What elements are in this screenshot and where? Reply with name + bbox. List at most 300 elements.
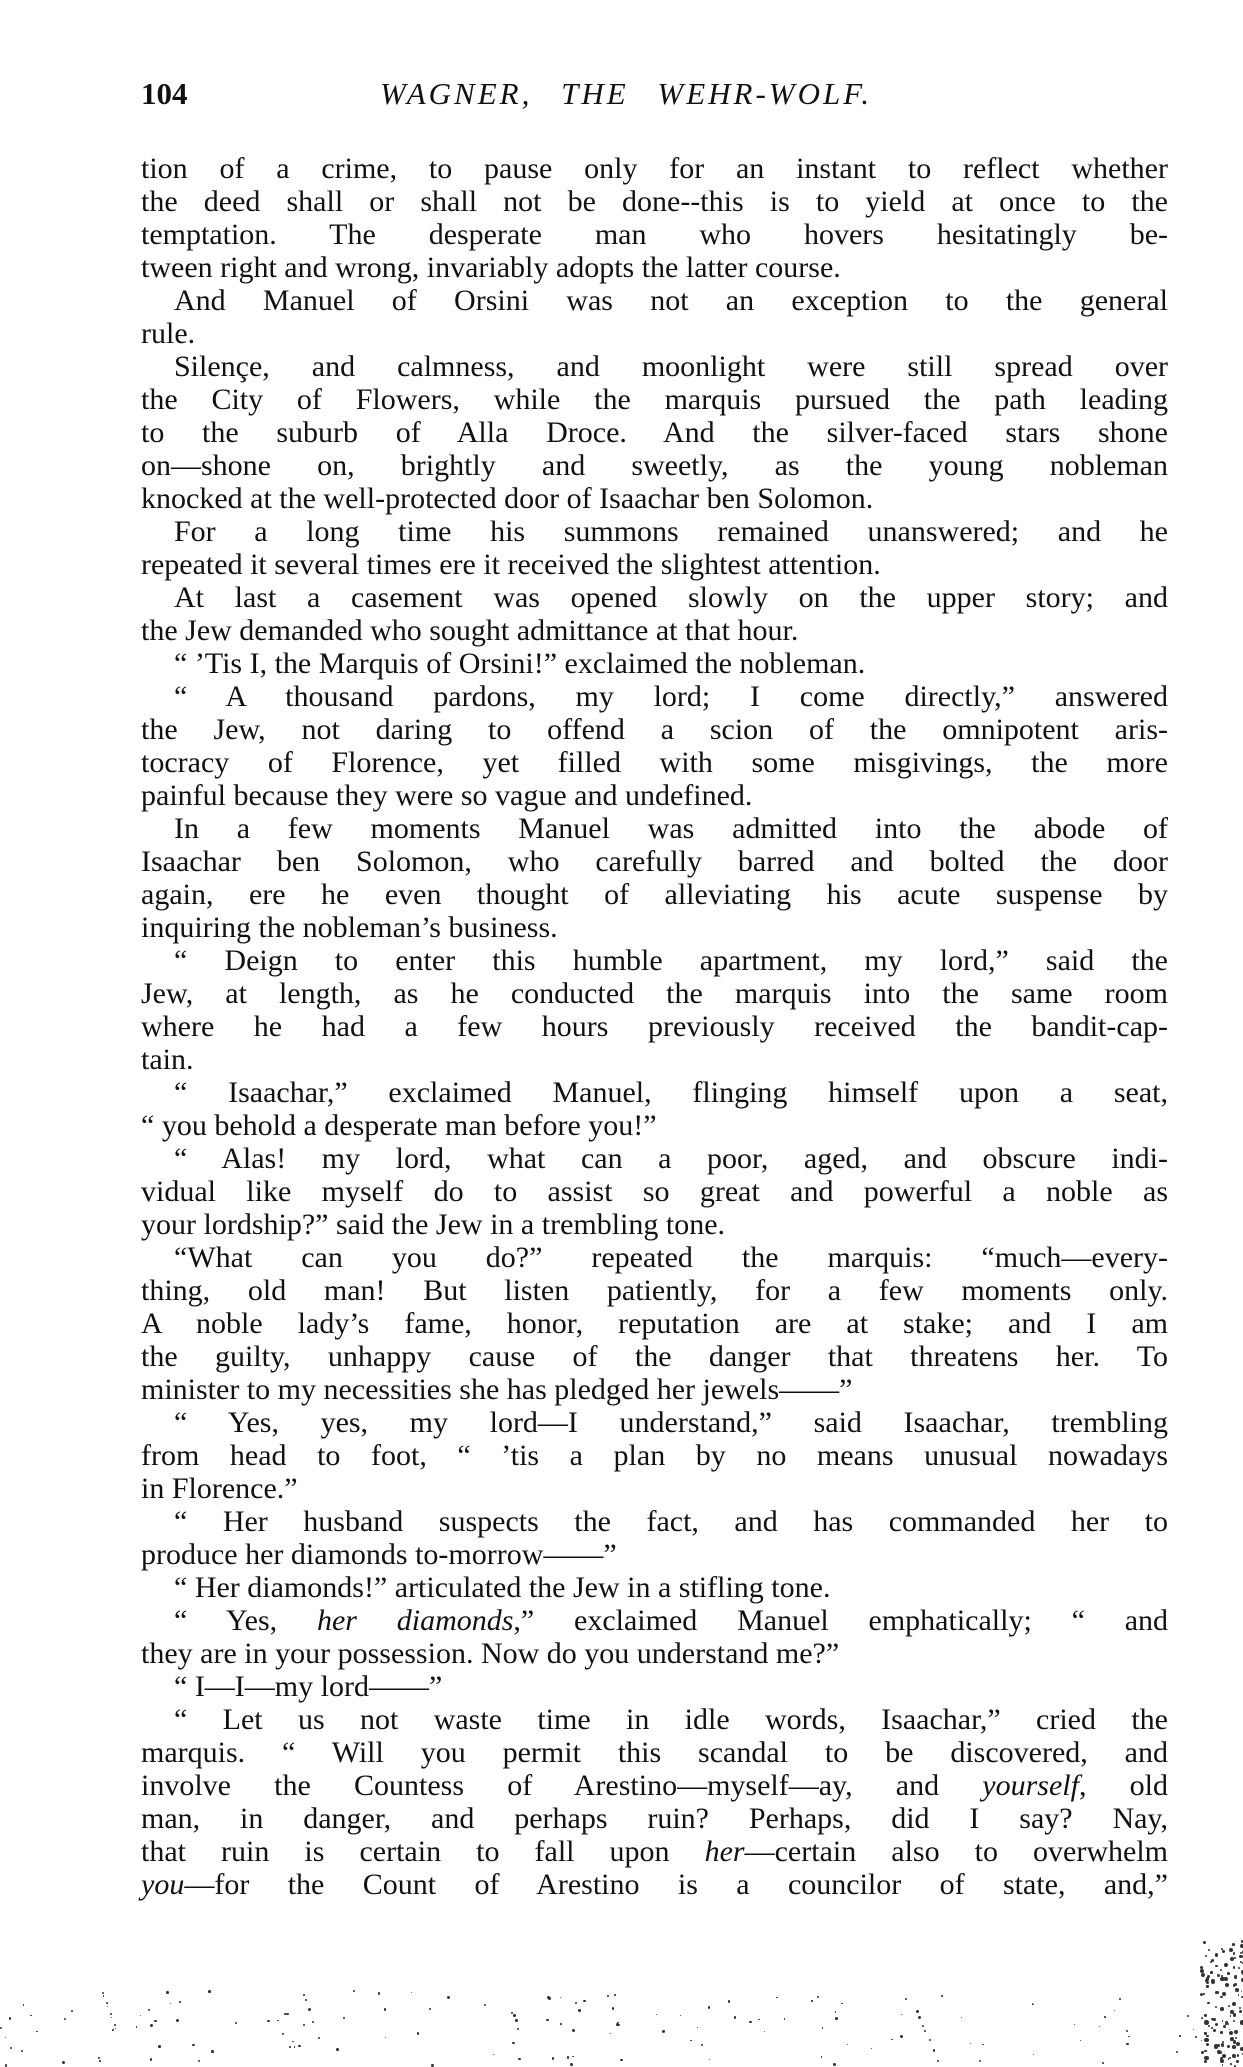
speck — [1239, 2010, 1242, 2013]
speck — [607, 1995, 609, 1997]
text-segment: man, in danger, and perhaps ruin? Perhaps, did I say? Nay, — [141, 1802, 1168, 1835]
speck — [71, 2010, 73, 2012]
speck — [1206, 2035, 1209, 2038]
text-line — [141, 1307, 1168, 1340]
text-segment: repeated it several times ere it received the slightest attention. — [141, 548, 881, 581]
speck — [1238, 1994, 1240, 1996]
speck — [922, 2025, 924, 2027]
running-header — [141, 72, 1168, 116]
speck — [1208, 2025, 1210, 2027]
speck — [64, 2018, 66, 2020]
speck — [933, 2049, 935, 2051]
text-line — [141, 185, 1168, 218]
speck — [1201, 2017, 1203, 2019]
speck — [303, 2024, 305, 2026]
italic-text: yourself — [982, 1769, 1079, 1802]
text-segment: tween right and wrong, invariably adopts the latter course. — [141, 251, 841, 284]
text-segment: tion of a crime, to pause only for an instant to reflect whether — [141, 152, 1168, 185]
speck — [1126, 2043, 1129, 2046]
speck — [610, 2033, 611, 2034]
speck — [941, 1995, 943, 1997]
speck — [1238, 1967, 1240, 1969]
speck — [1229, 1948, 1233, 1952]
speck — [1233, 1984, 1235, 1986]
speck — [1234, 2030, 1238, 2034]
paragraph-first-line — [141, 515, 1168, 548]
speck — [114, 2024, 116, 2026]
speck — [312, 2021, 314, 2023]
speck — [1230, 2063, 1232, 2065]
text-segment: temptation. The desperate man who hovers hesitatingly be- — [141, 218, 1168, 251]
paragraph-first-line — [141, 581, 1168, 614]
speck — [512, 2042, 514, 2044]
speck — [136, 2026, 138, 2028]
speck — [1126, 2030, 1128, 2032]
paragraph-first-line — [141, 1076, 1168, 1109]
speck — [170, 2003, 171, 2004]
speck — [1224, 1963, 1228, 1967]
speck — [1222, 2020, 1224, 2022]
paragraph-first-line — [141, 1142, 1168, 1175]
text-segment: —for the Count of Arestino is a councilor of state, and,” — [184, 1868, 1168, 1901]
text-segment: “ Her husband suspects the fact, and has commanded her to — [174, 1505, 1168, 1538]
speck — [115, 2028, 116, 2029]
speck — [1215, 2006, 1217, 2008]
speck — [493, 2054, 494, 2055]
speck — [158, 2045, 161, 2048]
text-segment: involve the Countess of Arestino—myself—ay, and — [141, 1769, 982, 1802]
speck — [150, 2058, 152, 2060]
speck — [1237, 2054, 1240, 2057]
speck — [1033, 2054, 1034, 2055]
text-line — [141, 746, 1168, 779]
text-line — [141, 1802, 1168, 1835]
paragraph-first-line — [141, 647, 1168, 680]
speck — [776, 1997, 778, 1999]
text-segment: “What can you do?” repeated the marquis: “much—every- — [174, 1241, 1168, 1274]
text-segment: the guilty, unhappy cause of the danger that threatens her. To — [141, 1340, 1168, 1373]
text-segment: “ A thousand pardons, my lord; I come directly,” answered — [174, 680, 1168, 713]
speck — [1204, 2050, 1206, 2052]
speck — [303, 1994, 305, 1996]
speck — [572, 2056, 573, 2057]
text-line — [141, 251, 1168, 284]
speck — [1195, 2036, 1197, 2038]
speck — [1080, 2040, 1081, 2041]
paragraph-first-line — [141, 350, 1168, 383]
speck — [1239, 2007, 1241, 2009]
speck — [1204, 2020, 1208, 2024]
speck — [1233, 2020, 1235, 2022]
speck — [518, 2058, 520, 2060]
text-segment: At last a casement was opened slowly on the upper story; and — [174, 581, 1168, 614]
text-line — [141, 1637, 1168, 1670]
text-segment: , old — [1079, 1769, 1168, 1802]
speck — [690, 2040, 692, 2042]
speck — [1193, 2029, 1194, 2030]
text-line — [141, 317, 1168, 350]
speck — [891, 2039, 893, 2041]
speck — [36, 2031, 38, 2033]
speck — [1102, 2062, 1104, 2064]
speck — [308, 2008, 311, 2011]
speck — [871, 2048, 872, 2049]
speck — [343, 2017, 345, 2019]
speck — [30, 2015, 32, 2017]
speck — [98, 2057, 100, 2059]
speck — [578, 2009, 581, 2012]
speck — [179, 2001, 181, 2003]
speck — [1220, 2007, 1224, 2011]
speck — [583, 2000, 586, 2003]
speck — [62, 2061, 65, 2064]
text-line — [141, 1043, 1168, 1076]
speck — [1128, 2036, 1130, 2038]
text-line — [141, 1208, 1168, 1241]
speck — [429, 2008, 432, 2011]
speck — [1223, 2025, 1226, 2028]
speck — [1179, 2035, 1180, 2036]
speck — [1235, 2037, 1237, 2039]
text-line — [141, 482, 1168, 515]
speck — [513, 2014, 516, 2017]
speck — [211, 2050, 213, 2052]
text-segment: “ Yes, — [174, 1604, 317, 1637]
speck — [353, 1990, 355, 1992]
speck — [924, 2030, 926, 2032]
speck — [900, 2035, 903, 2038]
speck — [1204, 2014, 1206, 2016]
speck — [835, 2011, 836, 2012]
speck — [103, 1995, 104, 1996]
speck — [982, 2044, 984, 2046]
page-number: 104 — [141, 72, 188, 116]
speck — [656, 2014, 657, 2015]
text-line — [141, 1175, 1168, 1208]
speck — [1210, 1971, 1213, 1974]
text-line — [141, 1109, 1168, 1142]
speck — [1187, 2015, 1189, 2017]
text-segment: that ruin is certain to fall upon — [141, 1835, 705, 1868]
text-segment: from head to foot, “ ’tis a plan by no means unusual nowadays — [141, 1439, 1168, 1472]
text-segment: the City of Flowers, while the marquis pursued the path leading — [141, 383, 1168, 416]
speck — [1232, 2045, 1236, 2049]
text-segment: For a long time his summons remained unanswered; and he — [174, 515, 1168, 548]
speck — [0, 2027, 2, 2029]
text-line — [141, 1835, 1168, 1868]
speck — [166, 1991, 169, 1994]
text-segment: “ Isaachar,” exclaimed Manuel, flinging himself upon a seat, — [174, 1076, 1168, 1109]
speck — [1204, 2056, 1208, 2060]
text-line — [141, 1340, 1168, 1373]
speck — [546, 2019, 548, 2021]
speck — [1218, 2051, 1221, 2054]
speck — [1221, 1975, 1223, 1977]
speck — [811, 2000, 812, 2001]
speck — [1221, 2043, 1224, 2046]
text-segment: on—shone on, brightly and sweetly, as the young nobleman — [141, 449, 1168, 482]
speck — [1227, 2023, 1229, 2025]
speck — [1220, 1996, 1223, 1999]
speck — [916, 2010, 919, 2013]
text-segment: the deed shall or shall not be done--this is to yield at once to the — [141, 185, 1168, 218]
text-line — [141, 1472, 1168, 1505]
speck — [1217, 2044, 1220, 2047]
text-line — [141, 1868, 1168, 1901]
text-line — [141, 1373, 1168, 1406]
speck — [292, 2041, 293, 2042]
speck — [1230, 1957, 1234, 1961]
speck — [1205, 1955, 1207, 1957]
speck — [728, 2000, 731, 2003]
text-line — [141, 779, 1168, 812]
speck — [1222, 1950, 1225, 1953]
speck — [1211, 1959, 1214, 1962]
speck — [749, 2021, 752, 2024]
speck — [417, 2032, 419, 2034]
speck — [1215, 1965, 1217, 1967]
speck — [1235, 1988, 1239, 1992]
speck — [1203, 1993, 1205, 1995]
speck — [484, 2004, 486, 2006]
speck — [1233, 1966, 1236, 1969]
speck — [1234, 1957, 1236, 1959]
speck — [560, 2023, 562, 2025]
speck — [709, 2059, 710, 2060]
speck — [1215, 1953, 1219, 1957]
text-segment: produce her diamonds to-morrow——” — [141, 1538, 617, 1571]
speck — [1239, 1955, 1243, 1959]
text-segment: to the suburb of Alla Droce. And the silver-faced stars shone — [141, 416, 1168, 449]
text-segment: marquis. “ Will you permit this scandal to be discovered, and — [141, 1736, 1168, 1769]
speck — [764, 2031, 765, 2032]
speck — [286, 2013, 289, 2016]
speck — [1220, 1977, 1224, 1981]
speck — [1222, 1992, 1226, 1996]
speck — [833, 2063, 836, 2066]
text-segment: “ I—I—my lord——” — [174, 1670, 442, 1703]
speck — [277, 2020, 278, 2021]
speck — [1032, 2004, 1034, 2006]
speck — [1104, 2016, 1106, 2018]
speck — [107, 2006, 108, 2007]
speck — [1207, 2002, 1210, 2005]
speck — [697, 2027, 698, 2028]
text-line — [141, 1010, 1168, 1043]
text-line — [141, 152, 1168, 185]
text-segment: “ Yes, yes, my lord—I understand,” said Isaachar, trembling — [174, 1406, 1168, 1439]
text-line — [141, 416, 1168, 449]
speck — [560, 1997, 561, 1998]
text-segment: “ Deign to enter this humble apartment, my lord,” said the — [174, 944, 1168, 977]
speck — [817, 1996, 819, 1998]
text-segment: the Jew, not daring to offend a scion of the omnipotent aris- — [141, 713, 1168, 746]
speck — [411, 1992, 412, 1993]
speck — [1206, 1977, 1209, 1980]
speck — [154, 2020, 157, 2023]
speck — [1236, 2042, 1240, 2046]
page-body-text — [141, 152, 1168, 1901]
text-segment: And Manuel of Orsini was not an exception to the general — [174, 284, 1168, 317]
text-line — [141, 1736, 1168, 1769]
text-segment: ,” exclaimed Manuel emphatically; “ and — [513, 1604, 1168, 1637]
speck — [1232, 2002, 1236, 2006]
speck — [198, 2060, 200, 2062]
speck — [784, 2018, 786, 2020]
speck — [835, 2017, 838, 2020]
text-segment: Isaachar ben Solomon, who carefully barred and bolted the door — [141, 845, 1168, 878]
paragraph-first-line — [141, 1505, 1168, 1538]
speck — [1211, 2018, 1213, 2020]
speck — [821, 2056, 823, 2058]
speck — [384, 2008, 386, 2010]
speck — [901, 2014, 902, 2015]
speck — [235, 2022, 237, 2024]
paragraph-first-line — [141, 680, 1168, 713]
speck — [758, 2019, 759, 2020]
speck — [112, 2029, 114, 2031]
speck — [1232, 1943, 1235, 1946]
speck — [1227, 1972, 1230, 1975]
speck — [618, 2024, 620, 2026]
speck — [150, 2024, 153, 2027]
text-line — [141, 548, 1168, 581]
speck — [1114, 2010, 1115, 2011]
text-segment: “ Alas! my lord, what can a poor, aged, and obscure indi- — [174, 1142, 1168, 1175]
text-segment: A noble lady’s fame, honor, reputation are at stake; and I am — [141, 1307, 1168, 1340]
speck — [918, 2016, 921, 2019]
speck — [1074, 2024, 1075, 2025]
text-line — [141, 845, 1168, 878]
text-segment: knocked at the well-protected door of Isaachar ben Solomon. — [141, 482, 873, 515]
text-segment: in Florence.” — [141, 1472, 298, 1505]
speck — [21, 2050, 23, 2052]
text-segment: your lordship?” said the Jew in a trembling tone. — [141, 1208, 725, 1241]
speck — [847, 2044, 848, 2045]
text-line — [141, 449, 1168, 482]
text-segment: Jew, at length, as he conducted the marquis into the same room — [141, 977, 1168, 1010]
speck — [106, 2002, 108, 2004]
speck — [970, 2043, 971, 2044]
text-segment: minister to my necessities she has pledged her jewels——” — [141, 1373, 853, 1406]
text-line — [141, 1274, 1168, 1307]
speck — [1211, 2027, 1213, 2029]
running-title: WAGNER, THE WEHR-WOLF. — [264, 72, 988, 116]
speck — [289, 2046, 291, 2048]
text-segment: inquiring the nobleman’s business. — [141, 911, 558, 944]
speck — [515, 2019, 518, 2022]
speck — [1229, 2057, 1231, 2059]
speck — [1119, 1998, 1121, 2000]
italic-text: you — [141, 1868, 184, 1901]
text-line — [141, 614, 1168, 647]
speck — [447, 1996, 450, 1999]
text-segment: “ Her diamonds!” articulated the Jew in a stifling tone. — [174, 1571, 830, 1604]
speck — [1215, 2023, 1218, 2026]
speck — [385, 2037, 386, 2038]
text-segment: they are in your possession. Now do you understand me?” — [141, 1637, 839, 1670]
speck — [110, 2013, 112, 2015]
text-segment: rule. — [141, 317, 195, 350]
speck — [192, 2044, 195, 2047]
speck — [1201, 2040, 1203, 2042]
speck — [294, 2046, 295, 2047]
speck — [9, 2017, 11, 2019]
speck — [517, 2028, 520, 2031]
paragraph-first-line — [141, 1571, 1168, 1604]
speck — [1201, 1973, 1205, 1977]
speck — [336, 2048, 339, 2051]
text-line — [141, 878, 1168, 911]
speck — [1233, 2013, 1237, 2017]
text-line — [141, 1439, 1168, 1472]
text-segment: thing, old man! But listen patiently, for a few moments only. — [141, 1274, 1168, 1307]
speck — [1225, 2021, 1228, 2024]
speck — [708, 2006, 710, 2008]
speck — [1220, 1969, 1222, 1971]
speck — [614, 1994, 616, 1996]
paragraph-first-line — [141, 284, 1168, 317]
text-line — [141, 977, 1168, 1010]
speck — [102, 1992, 104, 1994]
speck — [282, 2033, 284, 2035]
speck — [567, 2056, 569, 2058]
speck — [662, 2030, 665, 2033]
speck — [1227, 2045, 1230, 2048]
speck — [1204, 2060, 1207, 2063]
speck — [1230, 2015, 1232, 2017]
speck — [979, 2060, 981, 2062]
speck — [1099, 2026, 1101, 2028]
speck — [1213, 2029, 1216, 2032]
paragraph-first-line — [141, 1241, 1168, 1274]
text-segment: painful because they were so vague and undefined. — [141, 779, 752, 812]
speck — [99, 2060, 101, 2062]
text-segment: “ ’Tis I, the Marquis of Orsini!” exclaimed the nobleman. — [174, 647, 865, 680]
speck — [572, 2029, 575, 2032]
speck — [1176, 2051, 1178, 2053]
speck — [10, 2047, 12, 2049]
text-line — [141, 383, 1168, 416]
speck — [5, 2037, 6, 2038]
speck — [1208, 1949, 1210, 1951]
speck — [1204, 2038, 1208, 2042]
speck — [1229, 2031, 1233, 2035]
speck — [1225, 1983, 1229, 1987]
text-line — [141, 1769, 1168, 1802]
speck — [1232, 2054, 1236, 2058]
speck — [1211, 1979, 1215, 1983]
text-segment: tocracy of Florence, yet filled with some misgivings, the more — [141, 746, 1168, 779]
speck — [905, 1998, 907, 2000]
speck — [298, 2045, 300, 2047]
speck — [552, 2057, 555, 2060]
speck — [734, 2016, 736, 2018]
text-segment: again, ere he even thought of alleviating his acute suspense by — [141, 878, 1168, 911]
text-segment: vidual like myself do to assist so great and powerful a noble as — [141, 1175, 1168, 1208]
text-segment: the Jew demanded who sought admittance at that hour. — [141, 614, 798, 647]
text-segment: Silençe, and calmness, and moonlight were still spread over — [174, 350, 1168, 383]
speck — [822, 2027, 823, 2028]
text-line — [141, 1538, 1168, 1571]
speck — [680, 2015, 681, 2016]
speck — [961, 2017, 963, 2019]
speck — [176, 2019, 179, 2022]
speck — [1215, 1991, 1218, 1994]
speck — [267, 2020, 270, 2023]
text-segment: where he had a few hours previously received the bandit-cap- — [141, 1010, 1168, 1043]
speck — [929, 2039, 931, 2041]
